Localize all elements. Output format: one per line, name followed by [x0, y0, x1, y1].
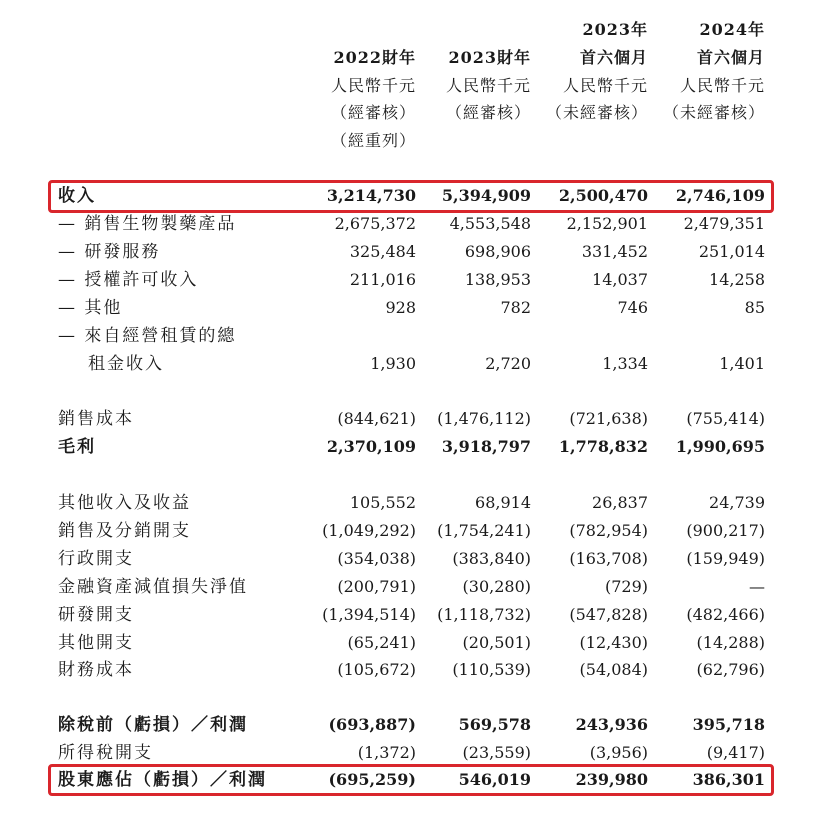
- cell-h1-2024: (900,217): [686, 521, 765, 540]
- cell-h1-2023: 26,837: [592, 493, 648, 512]
- header-year-h1-2024: 2024年: [699, 20, 765, 39]
- header-unit-fy2023: 人民幣千元: [445, 76, 531, 95]
- cell-h1-2024: 395,718: [692, 715, 765, 734]
- row-label: 財務成本: [58, 660, 134, 680]
- cell-fy2023: 698,906: [464, 242, 531, 261]
- header-audit-h1-2023: （未經審核）: [545, 103, 648, 122]
- cell-fy2023: (1,118,732): [437, 605, 531, 624]
- table-row: [0, 350, 831, 378]
- cell-h1-2024: 1,401: [719, 354, 765, 373]
- cell-fy2022: (1,394,514): [322, 605, 416, 624]
- cell-fy2023: 546,019: [458, 770, 531, 789]
- header-audit-fy2023: （經審核）: [445, 103, 531, 122]
- cell-fy2022: (200,791): [337, 577, 416, 596]
- cell-fy2022: 1,930: [370, 354, 416, 373]
- cell-h1-2023: 239,980: [575, 770, 648, 789]
- cell-h1-2024: —: [749, 577, 765, 596]
- cell-h1-2024: 386,301: [692, 770, 765, 789]
- cell-fy2022: (1,372): [357, 743, 416, 762]
- row-label: 行政開支: [58, 549, 134, 569]
- row-label: 其他開支: [58, 633, 134, 653]
- table-row: [0, 322, 831, 350]
- cell-h1-2024: (9,417): [706, 743, 765, 762]
- cell-h1-2023: (163,708): [569, 549, 648, 568]
- cell-fy2022: 3,214,730: [326, 186, 416, 205]
- cell-fy2022: 105,552: [349, 493, 416, 512]
- cell-h1-2023: (729): [604, 577, 648, 596]
- cell-h1-2024: 85: [744, 298, 765, 317]
- row-label: 所得稅開支: [58, 743, 153, 763]
- table-row-gross-profit: [0, 433, 831, 461]
- table-row: [0, 517, 831, 545]
- table-row-income-tax: [0, 739, 831, 767]
- cell-fy2023: (1,476,112): [437, 409, 531, 428]
- cell-h1-2023: 14,037: [592, 270, 648, 289]
- cell-h1-2023: (721,638): [569, 409, 648, 428]
- cell-h1-2024: (14,288): [696, 633, 765, 652]
- header-period-h1-2024: 首六個月: [696, 48, 765, 67]
- header-period-fy2022: 2022財年: [333, 48, 416, 67]
- table-row-cost-of-sales: [0, 405, 831, 433]
- cell-h1-2023: 331,452: [581, 242, 648, 261]
- cell-fy2022: 325,484: [349, 242, 416, 261]
- header-audit-fy2022: （經審核）: [330, 103, 416, 122]
- table-row: [0, 629, 831, 657]
- cell-h1-2024: 2,746,109: [675, 186, 765, 205]
- row-label: — 銷售生物製藥產品: [58, 214, 237, 234]
- cell-h1-2023: 2,152,901: [566, 214, 648, 233]
- cell-h1-2023: (782,954): [569, 521, 648, 540]
- cell-h1-2023: 1,778,832: [558, 437, 648, 456]
- cell-h1-2023: 243,936: [575, 715, 648, 734]
- row-label: 股東應佔（虧損）／利潤: [58, 770, 267, 790]
- table-row-profit-before-tax: [0, 711, 831, 739]
- cell-fy2023: (1,754,241): [437, 521, 531, 540]
- table-row: [0, 238, 831, 266]
- row-label: 銷售成本: [58, 409, 134, 429]
- cell-fy2022: 2,675,372: [334, 214, 416, 233]
- row-label: 租金收入: [88, 354, 164, 374]
- table-row: [0, 601, 831, 629]
- cell-fy2023: 138,953: [464, 270, 531, 289]
- cell-h1-2024: (159,949): [686, 549, 765, 568]
- cell-h1-2023: (3,956): [589, 743, 648, 762]
- cell-fy2023: 68,914: [475, 493, 531, 512]
- cell-h1-2023: 1,334: [602, 354, 648, 373]
- table-row: [0, 294, 831, 322]
- row-label: 金融資產減值損失淨值: [58, 577, 248, 597]
- header-unit-h1-2024: 人民幣千元: [679, 76, 765, 95]
- row-label: 研發開支: [58, 605, 134, 625]
- cell-fy2023: (383,840): [452, 549, 531, 568]
- cell-h1-2023: (54,084): [579, 660, 648, 679]
- revenue-highlight-box: [48, 180, 774, 213]
- cell-fy2022: (695,259): [328, 770, 416, 789]
- cell-fy2023: 782: [500, 298, 531, 317]
- cell-h1-2024: 24,739: [709, 493, 765, 512]
- header-period-fy2023: 2023財年: [448, 48, 531, 67]
- cell-fy2022: 211,016: [349, 270, 416, 289]
- table-row: [0, 489, 831, 517]
- cell-fy2022: (105,672): [337, 660, 416, 679]
- cell-h1-2024: 251,014: [698, 242, 765, 261]
- cell-fy2023: 569,578: [458, 715, 531, 734]
- cell-fy2023: 5,394,909: [441, 186, 531, 205]
- cell-h1-2023: 746: [617, 298, 648, 317]
- header-unit-fy2022: 人民幣千元: [330, 76, 416, 95]
- cell-fy2022: (1,049,292): [322, 521, 416, 540]
- cell-fy2023: 2,720: [485, 354, 531, 373]
- cell-h1-2024: 14,258: [709, 270, 765, 289]
- table-row: [0, 210, 831, 238]
- cell-fy2022: (844,621): [337, 409, 416, 428]
- row-label: 收入: [58, 186, 96, 206]
- table-row: [0, 545, 831, 573]
- header-period-h1-2023: 首六個月: [579, 48, 648, 67]
- cell-fy2023: 4,553,548: [449, 214, 531, 233]
- cell-h1-2024: (62,796): [696, 660, 765, 679]
- profit-highlight-box: [48, 764, 774, 796]
- cell-fy2023: (20,501): [462, 633, 531, 652]
- header-year-h1-2023: 2023年: [582, 20, 648, 39]
- table-row: [0, 266, 831, 294]
- cell-fy2022: (65,241): [347, 633, 416, 652]
- header-audit-h1-2024: （未經審核）: [662, 103, 765, 122]
- cell-fy2023: (30,280): [462, 577, 531, 596]
- cell-h1-2023: (547,828): [569, 605, 648, 624]
- cell-fy2022: 928: [385, 298, 416, 317]
- cell-h1-2024: 2,479,351: [683, 214, 765, 233]
- row-label: 毛利: [58, 437, 96, 457]
- row-label: — 其他: [58, 298, 123, 318]
- cell-h1-2024: (755,414): [686, 409, 765, 428]
- cell-fy2022: (693,887): [328, 715, 416, 734]
- cell-fy2023: (23,559): [462, 743, 531, 762]
- row-label: — 研發服務: [58, 242, 161, 262]
- table-row: [0, 656, 831, 684]
- row-label: 其他收入及收益: [58, 493, 191, 513]
- header-unit-h1-2023: 人民幣千元: [562, 76, 648, 95]
- cell-fy2022: (354,038): [337, 549, 416, 568]
- cell-h1-2023: 2,500,470: [558, 186, 648, 205]
- cell-fy2023: 3,918,797: [441, 437, 531, 456]
- row-label: — 來自經營租賃的總: [58, 326, 237, 346]
- cell-h1-2023: (12,430): [579, 633, 648, 652]
- cell-h1-2024: 1,990,695: [675, 437, 765, 456]
- cell-h1-2024: (482,466): [686, 605, 765, 624]
- header-restated-fy2022: （經重列）: [330, 131, 416, 150]
- table-row: [0, 573, 831, 601]
- row-label: 除稅前（虧損）／利潤: [58, 715, 248, 735]
- row-label: — 授權許可收入: [58, 270, 199, 290]
- row-label: 銷售及分銷開支: [58, 521, 191, 541]
- cell-fy2022: 2,370,109: [326, 437, 416, 456]
- cell-fy2023: (110,539): [452, 660, 531, 679]
